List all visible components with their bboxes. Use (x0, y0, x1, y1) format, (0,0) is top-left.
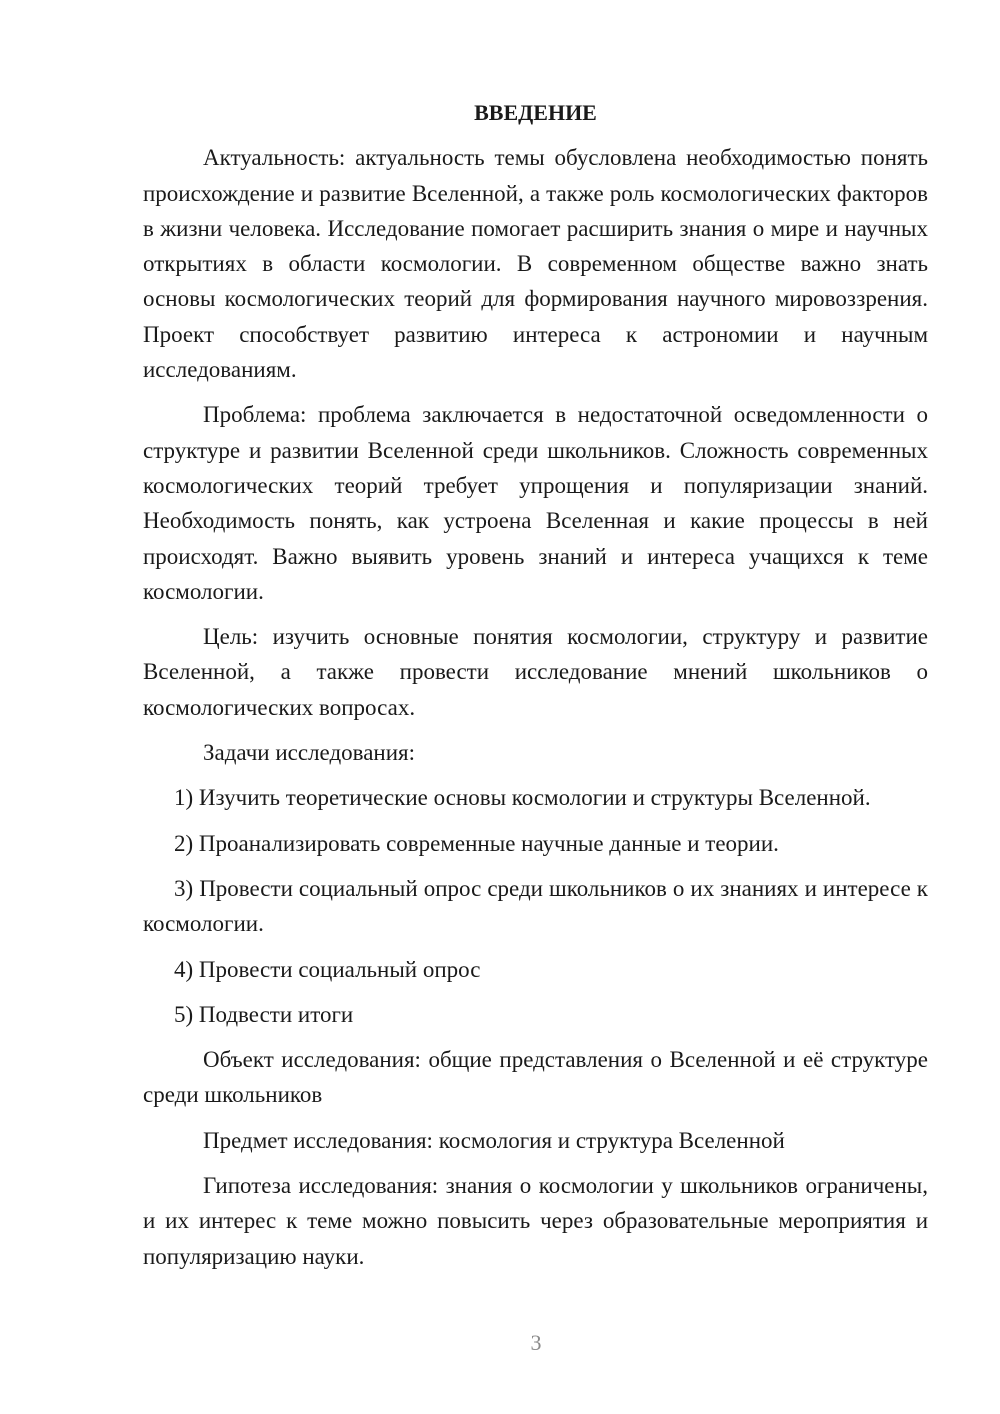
paragraph-relevance: Актуальность: актуальность темы обусловлена необходимостью понять происхождение и развитие Вселенной, а также роль космологических факторов в жизни человека. Исследование помогает расширить знания о мире и научных открытиях в области космологии. В современном обществе важно знать основы космологических теорий для формирования научного мировоззрения. Проект способствует развитию интереса к астрономии и научным исследованиям. (143, 145, 928, 383)
task-item-4: 4) Провести социальный опрос (174, 956, 481, 982)
paragraph-problem: Проблема: проблема заключается в недостаточной осведомленности о структуре и развитии Вселенной среди школьников. Сложность современных космологических теорий требует упрощения и популяризации знаний. Необходимость понять, как устроена Вселенная и какие процессы в ней происходят. Важно выявить уровень знаний и интереса учащихся к теме космологии. (143, 402, 928, 604)
task-item-5: 5) Подвести итоги (174, 1001, 354, 1027)
paragraph-object: Объект исследования: общие представления о Вселенной и её структуре среди школьников (143, 1047, 928, 1108)
page-title: ВВЕДЕНИЕ (474, 100, 597, 125)
task-item-2: 2) Проанализировать современные научные данные и теории. (174, 830, 779, 856)
page-number: 3 (530, 1330, 542, 1355)
task-item-1: 1) Изучить теоретические основы космологии и структуры Вселенной. (174, 785, 871, 811)
paragraph-hypothesis: Гипотеза исследования: знания о космологии у школьников ограничены, и их интерес к теме можно повысить через образовательные мероприятия и популяризацию науки. (143, 1173, 928, 1269)
paragraph-goal: Цель: изучить основные понятия космологии, структуру и развитие Вселенной, а также провести исследование мнений школьников о космологических вопросах. (143, 624, 928, 720)
page-content (143, 95, 928, 1284)
paragraph-tasks-heading: Задачи исследования: (203, 740, 416, 766)
paragraph-subject: Предмет исследования: космология и структура Вселенной (203, 1127, 785, 1153)
task-item-3: 3) Провести социальный опрос среди школьников о их знаниях и интересе к космологии. (143, 875, 928, 937)
